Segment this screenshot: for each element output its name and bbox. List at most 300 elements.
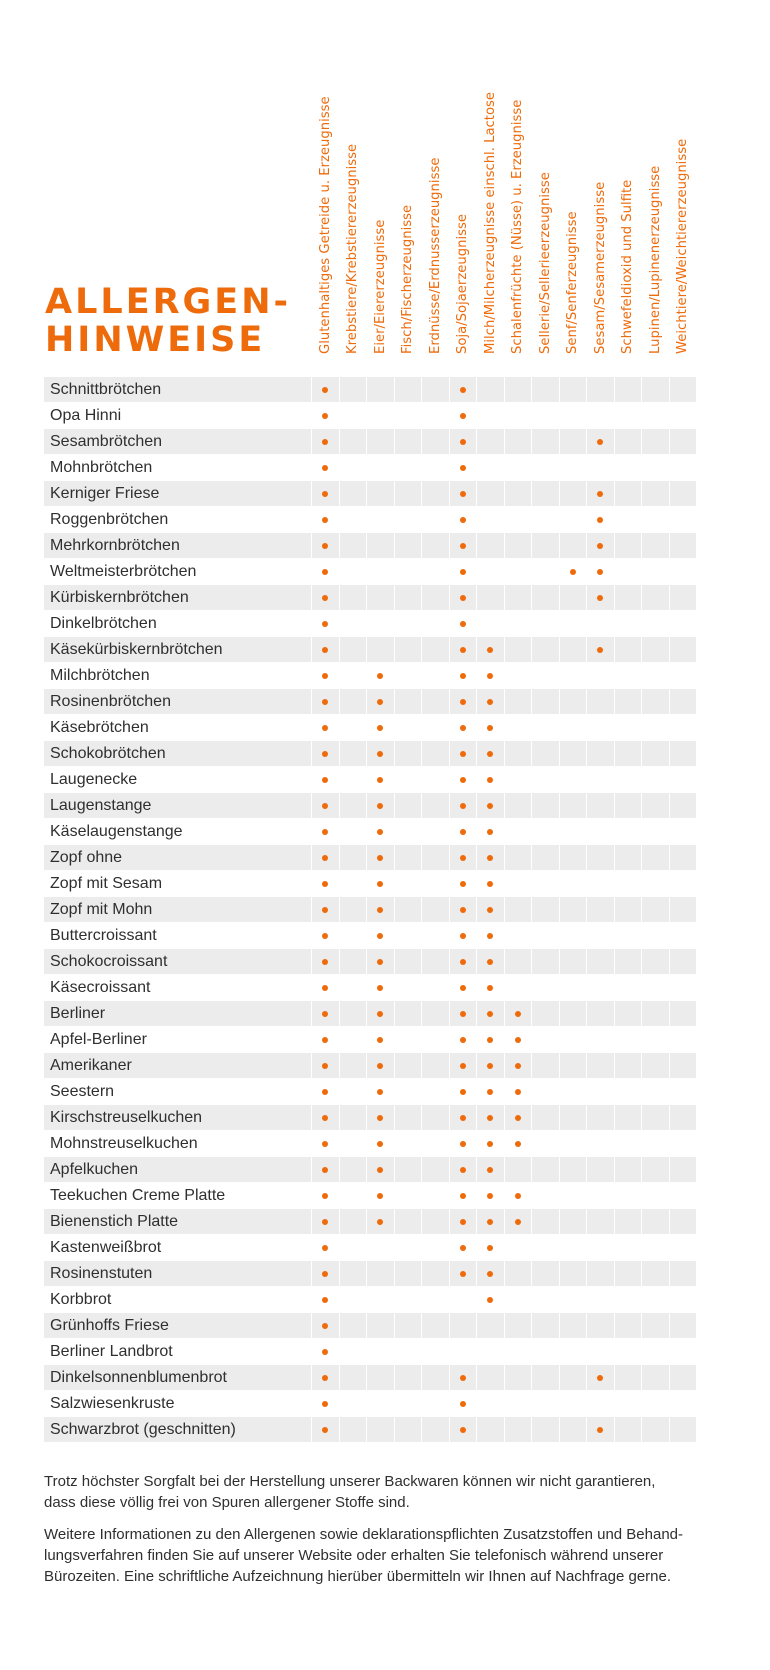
allergen-cell [395,1079,422,1104]
allergen-cell [670,1105,697,1130]
product-name: Milchbrötchen [50,667,150,684]
allergen-cell [587,585,614,610]
allergen-cell [340,897,367,922]
allergen-dot-icon [322,465,328,471]
allergen-cell [422,1391,449,1416]
allergen-cell [340,637,367,662]
allergen-cell [395,949,422,974]
allergen-cell [587,1261,614,1286]
product-name: Apfelkuchen [44,1157,311,1182]
allergen-cell [560,455,587,480]
table-row [44,429,697,455]
allergen-cell [505,455,532,480]
allergen-cell [642,689,669,714]
allergen-cell [422,1079,449,1104]
allergen-cell [312,1287,339,1312]
allergen-dot-icon [377,959,383,965]
allergen-cell [422,1287,449,1312]
allergen-header [477,60,505,354]
allergen-cell [587,1339,614,1364]
allergen-dot-icon [460,569,466,575]
allergen-dot-icon [460,673,466,679]
allergen-cell [367,871,394,896]
product-name: Korbbrot [50,1291,112,1308]
allergen-cell [422,1339,449,1364]
allergen-cell [312,1339,339,1364]
allergen-cell [395,559,422,584]
allergen-cell [312,871,339,896]
allergen-cell [670,585,697,610]
allergen-cell [642,611,669,636]
allergen-dot-icon [322,881,328,887]
table-row [44,715,697,741]
allergen-dot-icon [322,855,328,861]
allergen-cell [477,689,504,714]
allergen-cell [312,793,339,818]
allergen-cell [615,715,642,740]
allergen-dot-icon [377,1167,383,1173]
allergen-cell [670,1027,697,1052]
allergen-dot-icon [322,1193,328,1199]
allergen-cell [367,689,394,714]
allergen-cell [532,949,559,974]
allergen-cell [587,1027,614,1052]
allergen-cell [532,429,559,454]
allergen-cell [477,715,504,740]
allergen-cell [505,1209,532,1234]
allergen-cell [587,1209,614,1234]
allergen-cell [532,663,559,688]
allergen-dot-icon [322,985,328,991]
table-row [44,741,697,767]
allergen-cell [367,793,394,818]
title-line-2: HINWEISE [45,320,266,360]
allergen-cell [450,1261,477,1286]
allergen-cell [422,507,449,532]
allergen-cell [615,377,642,402]
allergen-cell [340,585,367,610]
allergen-cell [422,1131,449,1156]
allergen-dot-icon [322,803,328,809]
allergen-cell [587,1053,614,1078]
allergen-dot-icon [460,777,466,783]
allergen-cell [450,715,477,740]
allergen-cell [367,1417,394,1442]
allergen-cell [505,741,532,766]
allergen-cell [422,377,449,402]
allergen-cell [505,689,532,714]
allergen-dot-icon [570,569,576,575]
allergen-cell [615,429,642,454]
allergen-cell [505,975,532,1000]
allergen-cell [615,767,642,792]
allergen-header-label: Fisch/Fischerzeugnisse [400,204,416,354]
allergen-header-label: Glutenhaltiges Getreide u. Erzeugnisse [317,96,333,354]
allergen-dot-icon [460,595,466,601]
allergen-header-label: Eier/Eiererzeugnisse [372,219,388,354]
allergen-cell [642,1391,669,1416]
allergen-cell [532,481,559,506]
allergen-cell [367,481,394,506]
allergen-cell [587,793,614,818]
allergen-dot-icon [377,725,383,731]
allergen-dot-icon [377,699,383,705]
allergen-cell [587,533,614,558]
allergen-cell [450,1235,477,1260]
allergen-cell [670,1365,697,1390]
allergen-dot-icon [515,1141,521,1147]
allergen-cell [642,1287,669,1312]
allergen-cell [312,1027,339,1052]
allergen-header-label: Schwefeldioxid und Sulfite [620,179,636,354]
allergen-dot-icon [597,491,603,497]
allergen-cell [505,1105,532,1130]
allergen-cell [670,1339,697,1364]
allergen-cell [560,1001,587,1026]
allergen-cell [532,845,559,870]
allergen-cell [670,1001,697,1026]
allergen-cell [450,1209,477,1234]
allergen-cell [450,1417,477,1442]
allergen-cell [395,1001,422,1026]
allergen-cell [340,533,367,558]
table-row [44,1027,697,1053]
allergen-cell [560,1339,587,1364]
allergen-cell [340,1157,367,1182]
allergen-cell [422,637,449,662]
product-name: Zopf mit Sesam [50,875,163,892]
allergen-cell [615,611,642,636]
allergen-dot-icon [460,1219,466,1225]
allergen-cell [670,949,697,974]
allergen-dot-icon [322,777,328,783]
allergen-cell [587,923,614,948]
allergen-cell [422,1183,449,1208]
allergen-cell [477,429,504,454]
table-row [44,1105,697,1131]
allergen-cell [477,1365,504,1390]
allergen-cell [532,507,559,532]
table-row [44,819,697,845]
allergen-cell [395,923,422,948]
allergen-cell [312,819,339,844]
allergen-cell [367,1105,394,1130]
allergen-cell [560,1157,587,1182]
allergen-cell [615,559,642,584]
allergen-cell [615,1339,642,1364]
info-paragraph [44,1524,724,1587]
disclaimer-line: Trotz höchster Sorgfalt bei der Herstellung unserer Backwaren können wir nicht garantieren, [44,1473,656,1490]
allergen-cell [587,1365,614,1390]
allergen-cell [642,481,669,506]
allergen-cell [587,871,614,896]
allergen-cell [477,585,504,610]
product-name: Schwarzbrot (geschnitten) [44,1417,311,1442]
allergen-dot-icon [487,1089,493,1095]
allergen-cell [312,1183,339,1208]
allergen-cell [340,611,367,636]
allergen-cell [642,741,669,766]
disclaimer-paragraph [44,1471,724,1513]
allergen-dot-icon [460,465,466,471]
page-title [45,283,291,359]
allergen-cell [560,793,587,818]
allergen-dot-icon [322,751,328,757]
allergen-header [615,60,643,354]
allergen-dot-icon [377,1037,383,1043]
product-name: Käselaugenstange [50,823,183,840]
table-row [44,1339,697,1365]
allergen-cell [615,1261,642,1286]
table-row [44,1365,697,1391]
allergen-dot-icon [487,1115,493,1121]
allergen-cell [477,1287,504,1312]
table-row [44,1313,697,1339]
allergen-cell [505,1261,532,1286]
allergen-dot-icon [460,387,466,393]
allergen-cell [560,663,587,688]
table-row [44,1417,697,1443]
product-name: Grünhoffs Friese [44,1313,311,1338]
allergen-dot-icon [597,543,603,549]
allergen-cell [670,533,697,558]
allergen-dot-icon [322,621,328,627]
table-row [44,897,697,923]
allergen-cell [477,845,504,870]
allergen-cell [615,975,642,1000]
allergen-cell [587,1235,614,1260]
allergen-cell [340,1027,367,1052]
allergen-dot-icon [460,1193,466,1199]
allergen-cell [422,585,449,610]
allergen-cell [670,559,697,584]
allergen-cell [505,663,532,688]
allergen-cell [587,481,614,506]
allergen-dot-icon [377,855,383,861]
allergen-cell [422,949,449,974]
allergen-cell [505,1027,532,1052]
allergen-cell [505,819,532,844]
allergen-cell [532,1027,559,1052]
allergen-cell [560,845,587,870]
allergen-cell [340,507,367,532]
allergen-cell [450,923,477,948]
allergen-cell [505,377,532,402]
allergen-cell [560,923,587,948]
allergen-cell [587,637,614,662]
allergen-cell [367,819,394,844]
product-name: Schokocroissant [44,949,311,974]
table-row [44,585,697,611]
allergen-dot-icon [377,777,383,783]
allergen-cell [367,403,394,428]
allergen-cell [477,871,504,896]
allergen-cell [505,767,532,792]
allergen-dot-icon [460,881,466,887]
allergen-cell [477,1079,504,1104]
allergen-dot-icon [460,1063,466,1069]
allergen-header-label: Sesam/Sesamerzeugnisse [592,181,608,354]
allergen-cell [615,1313,642,1338]
allergen-cell [587,819,614,844]
product-name: Kerniger Friese [44,481,311,506]
allergen-cell [367,1157,394,1182]
allergen-dot-icon [322,413,328,419]
allergen-cell [367,1079,394,1104]
allergen-cell [560,1391,587,1416]
allergen-cell [477,1417,504,1442]
allergen-cell [312,1105,339,1130]
allergen-cell [642,1365,669,1390]
table-row [44,975,697,1001]
allergen-cell [505,1157,532,1182]
allergen-cell [450,1001,477,1026]
allergen-cell [642,1235,669,1260]
allergen-cell [395,1209,422,1234]
allergen-cell [422,819,449,844]
allergen-cell [615,637,642,662]
allergen-dot-icon [322,1167,328,1173]
table-row [44,845,697,871]
allergen-cell [367,1001,394,1026]
allergen-cell [312,637,339,662]
product-name: Seestern [50,1083,115,1100]
table-row [44,481,697,507]
allergen-cell [615,1287,642,1312]
allergen-cell [560,975,587,1000]
allergen-cell [587,429,614,454]
table-row [44,403,697,429]
allergen-cell [477,455,504,480]
allergen-cell [532,559,559,584]
allergen-cell [395,1391,422,1416]
allergen-cell [670,923,697,948]
allergen-dot-icon [460,1037,466,1043]
allergen-cell [312,1131,339,1156]
allergen-dot-icon [460,517,466,523]
allergen-cell [670,377,697,402]
allergen-cell [450,559,477,584]
allergen-cell [587,1157,614,1182]
allergen-cell [642,533,669,558]
allergen-cell [505,481,532,506]
allergen-cell [615,1183,642,1208]
allergen-dot-icon [322,1323,328,1329]
allergen-dot-icon [460,1245,466,1251]
allergen-cell [532,689,559,714]
allergen-dot-icon [377,751,383,757]
allergen-cell [532,637,559,662]
table-row [44,377,697,403]
allergen-cell [670,897,697,922]
allergen-cell [422,689,449,714]
allergen-cell [532,1053,559,1078]
product-name: Kirschstreuselkuchen [44,1105,311,1130]
allergen-cell [422,923,449,948]
allergen-cell [670,663,697,688]
allergen-cell [642,793,669,818]
allergen-cell [505,1053,532,1078]
allergen-cell [422,663,449,688]
allergen-dot-icon [460,1427,466,1433]
allergen-cell [615,1079,642,1104]
allergen-cell [587,1131,614,1156]
allergen-cell [477,1235,504,1260]
allergen-cell [560,1131,587,1156]
allergen-cell [367,923,394,948]
allergen-cell [422,1001,449,1026]
allergen-cell [367,429,394,454]
allergen-cell [532,1235,559,1260]
allergen-cell [395,689,422,714]
allergen-cell [340,1079,367,1104]
product-name: Zopf ohne [44,845,311,870]
allergen-dot-icon [515,1115,521,1121]
allergen-cell [367,1131,394,1156]
table-row [44,611,697,637]
table-row [44,923,697,949]
allergen-cell [312,1365,339,1390]
allergen-cell [560,481,587,506]
allergen-cell [340,1339,367,1364]
allergen-cell [505,1079,532,1104]
allergen-dot-icon [597,569,603,575]
allergen-dot-icon [460,1115,466,1121]
allergen-cell [450,403,477,428]
allergen-dot-icon [515,1193,521,1199]
allergen-cell [615,1209,642,1234]
allergen-cell [367,1027,394,1052]
allergen-cell [532,767,559,792]
allergen-cell [312,1079,339,1104]
allergen-cell [395,845,422,870]
allergen-cell [670,845,697,870]
allergen-cell [505,1131,532,1156]
allergen-cell [560,637,587,662]
allergen-cell [532,1209,559,1234]
allergen-cell [450,585,477,610]
allergen-dot-icon [322,1115,328,1121]
info-line: Weitere Informationen zu den Allergenen sowie deklarationspflichten Zusatzstoffen und Behand- [44,1526,684,1543]
allergen-dot-icon [322,517,328,523]
allergen-cell [615,1053,642,1078]
allergen-cell [450,533,477,558]
allergen-cell [477,507,504,532]
allergen-cell [532,377,559,402]
allergen-cell [340,715,367,740]
allergen-cell [422,1261,449,1286]
allergen-cell [615,871,642,896]
allergen-cell [477,1391,504,1416]
allergen-cell [587,949,614,974]
allergen-dot-icon [487,959,493,965]
allergen-dot-icon [322,1037,328,1043]
allergen-cell [422,533,449,558]
allergen-dot-icon [460,907,466,913]
product-name: Mohnstreuselkuchen [50,1135,198,1152]
allergen-cell [505,793,532,818]
allergen-cell [312,845,339,870]
product-name: Salzwiesenkruste [50,1395,175,1412]
allergen-cell [615,1157,642,1182]
allergen-cell [505,1235,532,1260]
allergen-cell [477,741,504,766]
allergen-dot-icon [487,933,493,939]
allergen-cell [532,715,559,740]
allergen-cell [642,1157,669,1182]
allergen-cell [450,819,477,844]
allergen-cell [450,507,477,532]
